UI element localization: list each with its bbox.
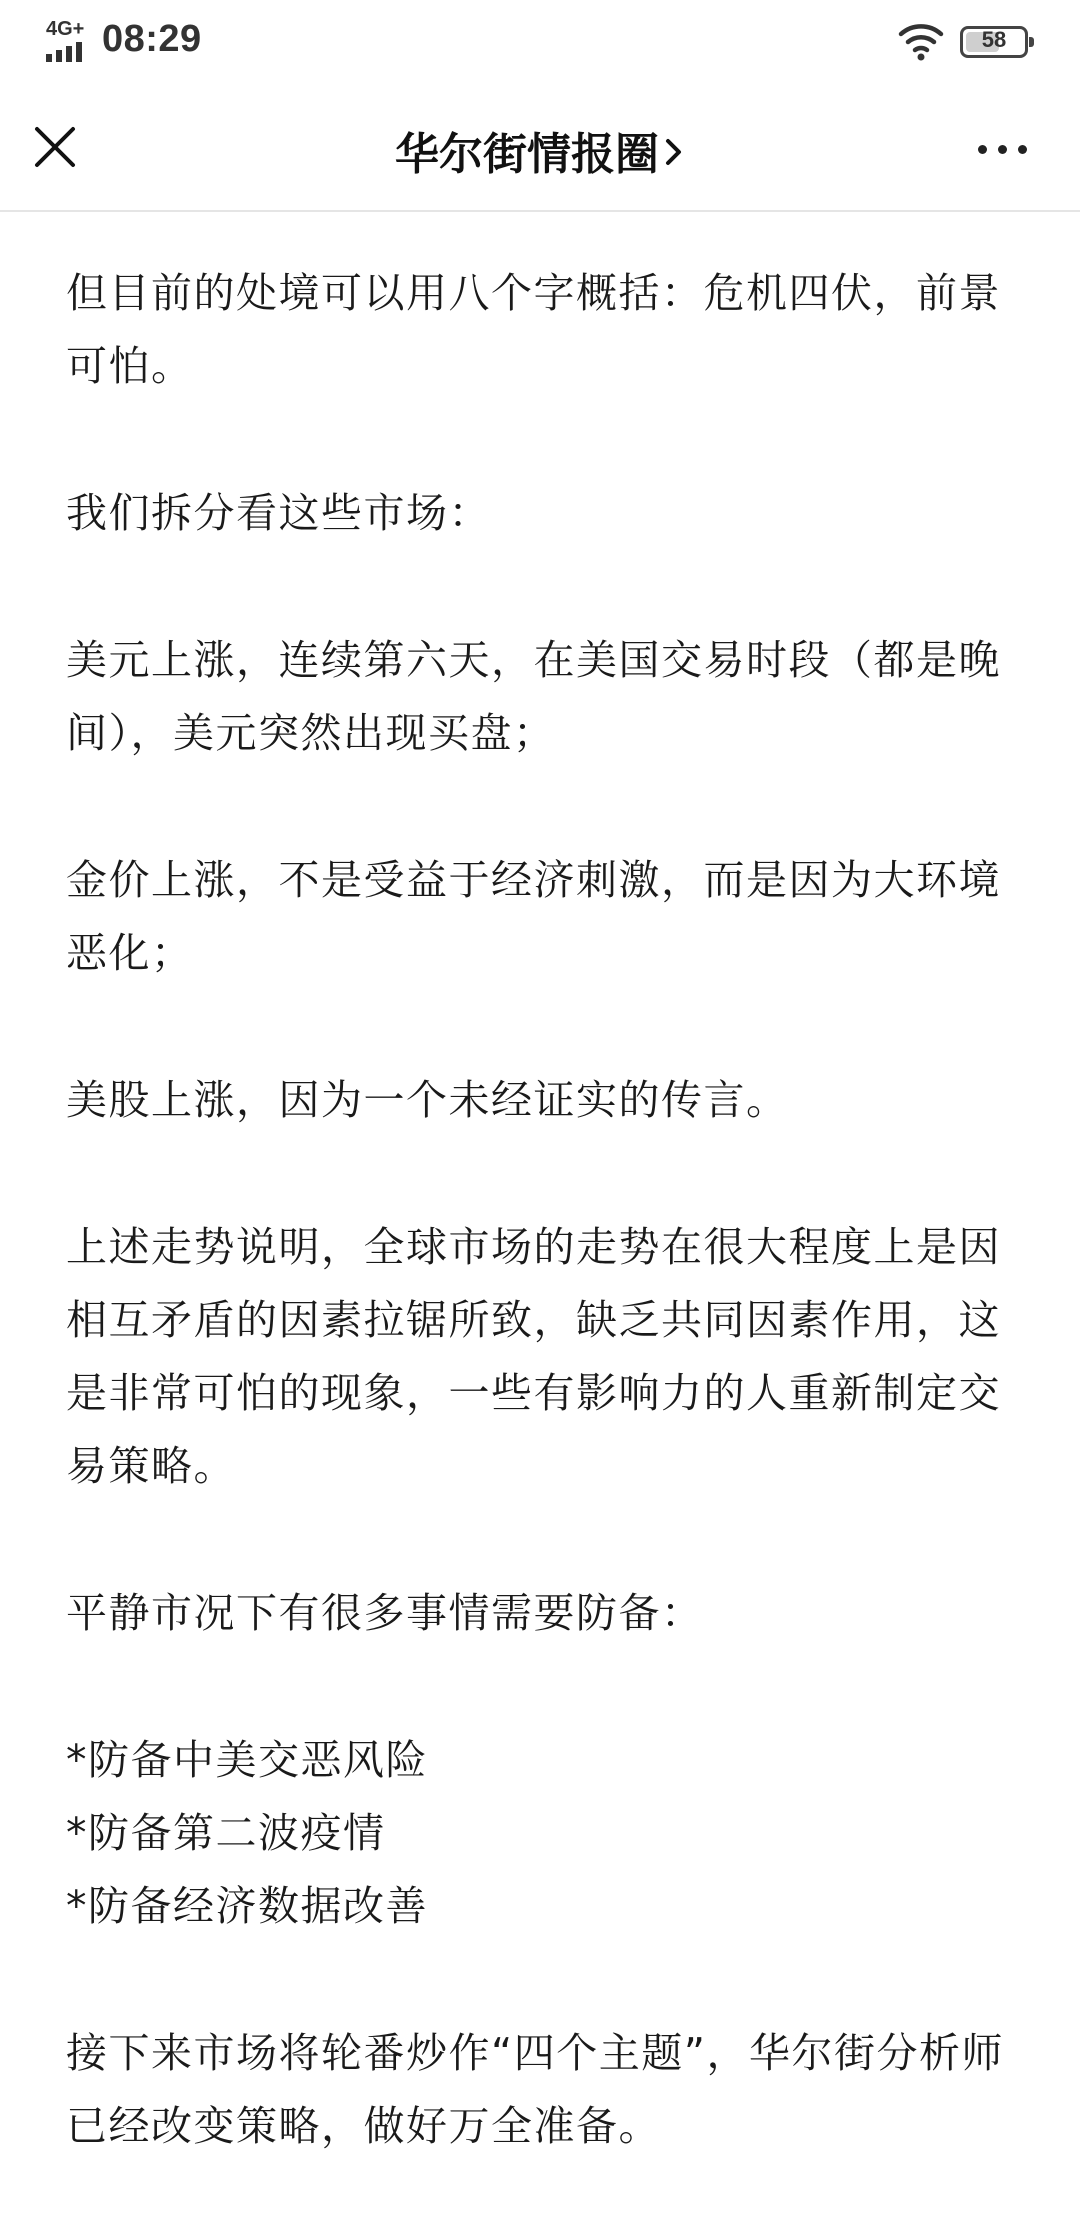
bullet-item: *防备经济数据改善	[66, 1882, 428, 1930]
article-paragraph: 上述走势说明，全球市场的走势在很大程度上是因相互矛盾的因素拉锯所致，缺乏共同因素作用，这是非常可怕的现象，一些有影响力的人重新制定交易策略。	[66, 1223, 1001, 1490]
wifi-icon	[898, 22, 944, 62]
article-paragraph: 平静市况下有很多事情需要防备：	[66, 1589, 704, 1637]
bullet-item: *防备中美交恶风险	[66, 1736, 428, 1784]
close-button[interactable]	[24, 116, 86, 178]
article-body	[66, 257, 1026, 2237]
account-title[interactable]	[240, 118, 840, 182]
status-time: 08:29	[102, 18, 202, 60]
status-bar	[0, 0, 1080, 86]
network-type: 4G+	[46, 18, 85, 40]
article-paragraph: 我们拆分看这些市场：	[66, 489, 491, 537]
bullet-list	[66, 1724, 1026, 1943]
nav-bar	[0, 86, 1080, 212]
battery-level: 58	[981, 27, 1007, 52]
article-paragraph: 但目前的处境可以用八个字概括：危机四伏，前景可怕。	[66, 269, 1001, 390]
bullet-item: *防备第二波疫情	[66, 1809, 386, 1857]
signal-icon	[44, 18, 92, 60]
close-icon	[24, 116, 86, 178]
account-name: 华尔街情报圈	[395, 129, 659, 180]
battery-icon	[960, 26, 1028, 58]
chevron-right-icon	[663, 129, 685, 180]
article-paragraph: 美股上涨，因为一个未经证实的传言。	[66, 1076, 789, 1124]
article-paragraph: 金价上涨，不是受益于经济刺激，而是因为大环境恶化；	[66, 856, 1001, 977]
article-paragraph: 美元上涨，连续第六天，在美国交易时段（都是晚间），美元突然出现买盘；	[66, 636, 1001, 757]
article-paragraph: 接下来市场将轮番炒作“四个主题”，华尔街分析师已经改变策略，做好万全准备。	[66, 2029, 1004, 2150]
more-button[interactable]	[966, 124, 1040, 174]
